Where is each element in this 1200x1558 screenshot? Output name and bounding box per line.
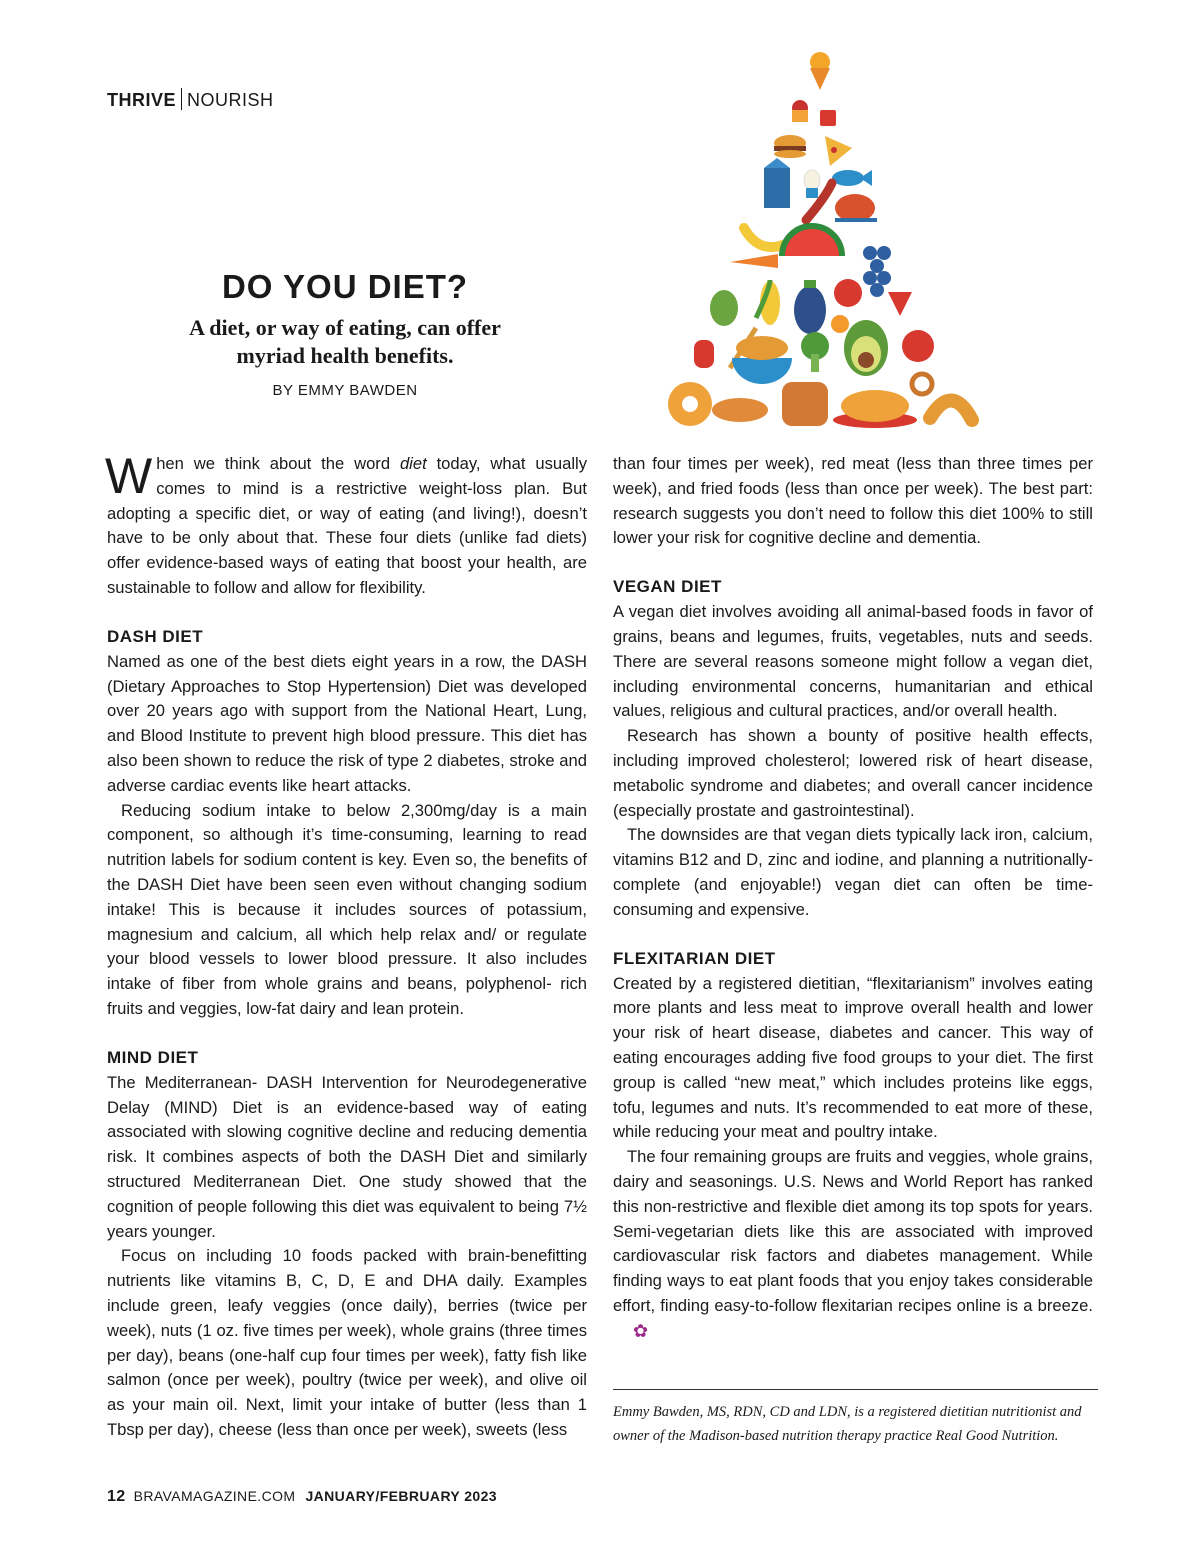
eggplant-icon <box>794 280 826 334</box>
vegan-paragraph-1: A vegan diet involves avoiding all animal-based foods in favor of grains, beans and legumes, fruits, vegetables, nuts and seeds. There are several reasons someone might follow a vegan diet, including environmental concerns, humanitarian and ethical values, religious and cultural practices, and/or overall health. <box>613 602 1093 721</box>
pizza-icon <box>825 136 852 166</box>
flexitarian-paragraph-2: The four remaining groups are fruits and veggies, whole grains, dairy and seasonings. U.S. News and World Report has ranked this non-restrictive and flexible diet among its top spots for years. Semi-vegetarian diets like this are associated with improved cardiovascular risk factors and diabetes management. While finding ways to eat plant foods that you enjoy takes considerable effort, finding easy-to-follow flexitarian recipes online is a breeze.✿ <box>613 1145 1093 1344</box>
dash-paragraph-2: Reducing sodium intake to below 2,300mg/day is a main component, so although it’s time-consuming, learning to read nutrition labels for sodium content is key. Even so, the benefits of the DASH Diet have been seen even without changing sodium intake! This is because it includes sources of potassium, magnesium and calcium, all which help relax and/ or regulate your blood vessels to lower blood pressure. It also includes intake of fiber from whole grains and beans, polyphenol- rich fruits and veggies, low-fat dairy and lean protein. <box>107 800 587 1018</box>
pear-icon <box>710 290 738 326</box>
burger-icon <box>774 135 806 158</box>
mug-icon <box>820 110 836 126</box>
baguette-icon <box>712 398 768 422</box>
avocado-icon <box>844 320 888 376</box>
ice-cream-icon <box>810 52 830 90</box>
carrot-icon <box>730 254 778 268</box>
milk-carton-icon <box>764 158 790 208</box>
page-number: 12 <box>107 1488 126 1505</box>
apple-icon <box>834 279 862 307</box>
pasta-plate-icon <box>833 390 917 428</box>
author-bio: Emmy Bawden, MS, RDN, CD and LDN, is a registered dietitian nutritionist and owner of the Madison-based nutrition therapy practice Real Good Nutrition. <box>613 1389 1098 1448</box>
drop-cap: W <box>105 448 153 504</box>
vegan-heading: VEGAN DIET <box>613 577 722 597</box>
tomato-icon <box>902 330 934 362</box>
grapes-icon <box>863 246 891 297</box>
intro-paragraph: When we think about the word diet today, what usually comes to mind is a restrictive weight-loss plan. But adopting a specific diet, or way of eating (and living!), doesn’t have to be only about that. These four diets (unlike fad diets) offer evidence-based ways of eating that boost your health, are sustainable to follow and allow for flexibility. <box>105 448 587 597</box>
cupcake-icon <box>792 100 808 122</box>
subsection-name: NOURISH <box>187 90 274 110</box>
right-column <box>613 452 1093 1345</box>
vegan-paragraph-2: Research has shown a bounty of positive health effects, including improved cholesterol; lowered risk of heart disease, metabolic syndrome and diabetes; and overall cancer incidence (especially prostate and gastrointestinal). <box>613 726 1093 820</box>
title-block <box>150 268 540 399</box>
mind-heading: MIND DIET <box>107 1047 199 1067</box>
article-title: DO YOU DIET? <box>221 268 469 305</box>
broccoli-icon <box>801 332 829 372</box>
section-name: THRIVE <box>107 90 177 110</box>
bread-loaf-icon <box>782 382 828 426</box>
pepper-icon <box>694 340 714 368</box>
left-column <box>105 448 587 1443</box>
egg-cup-icon <box>804 170 820 198</box>
flexitarian-heading: FLEXITARIAN DIET <box>613 948 776 968</box>
dash-heading: DASH DIET <box>107 626 204 646</box>
mind-paragraph-2: Focus on including 10 foods packed with brain-benefitting nutrients like vitamins B, C, D, E and DHA daily. Examples include green, leafy veggies (once daily), berries (twice per week), nuts (1 oz. five times per week), whole grains (three times per day), beans (one-half cup four times per week), fatty fish like salmon (once per week), poultry (twice per week), and olive oil as your main oil. Next, limit your intake of butter (less than 1 Tbsp per day), cheese (less than once per week), sweets (less <box>107 1246 587 1439</box>
page-footer <box>107 1488 497 1506</box>
flower-icon: ✿ <box>633 1320 649 1341</box>
corn-icon <box>756 280 780 325</box>
food-pyramid-illustration <box>660 48 980 433</box>
flexitarian-paragraph-1: Created by a registered dietitian, “flexitarianism” involves eating more plants and less meat to improve overall health and lower your risk of heart disease, diabetes and cancer. This way of eating encourages adding five food groups to your diet. The first group is called “new meat,” which includes proteins like eggs, tofu, legumes and nuts. It’s recommended to eat more of these, while reducing your meat and poultry intake. <box>613 973 1093 1142</box>
mind-paragraph-1: The Mediterranean- DASH Intervention for Neurodegenerative Delay (MIND) Diet is an evidence-based way of eating associated with slowing cognitive decline and reducing dementia risk. It combines aspects of both the DASH Diet and similarly structured Mediterranean Diet. One study showed that the cognition of people following this diet was equivalent to being 7½ years younger. <box>107 1072 587 1241</box>
croissant-icon <box>930 400 972 420</box>
pretzel-icon <box>912 374 932 394</box>
roast-chicken-icon <box>835 194 877 222</box>
section-label <box>107 88 274 111</box>
strawberry-icon <box>888 292 912 316</box>
watermelon-icon <box>782 226 842 256</box>
article-subtitle: A diet, or way of eating, can offer myriad health benefits. <box>189 315 501 368</box>
donut-icon <box>668 382 712 426</box>
footer-issue: JANUARY/FEBRUARY 2023 <box>305 1488 497 1504</box>
bowl-icon <box>732 336 792 384</box>
mind-paragraph-2-continued: than four times per week), red meat (less than three times per week), and fried foods (less than once per week). The best part: research suggests you don’t need to follow this diet 100% to still lower your risk for cognitive decline and dementia. <box>613 454 1093 548</box>
footer-site: BRAVAMAGAZINE.COM <box>133 1488 296 1504</box>
fish-icon <box>832 170 872 186</box>
section-divider <box>181 88 182 110</box>
orange-slice-icon <box>831 315 849 333</box>
byline: BY EMMY BAWDEN <box>272 382 418 399</box>
dash-paragraph-1: Named as one of the best diets eight years in a row, the DASH (Dietary Approaches to Stop Hypertension) Diet was developed over 20 years ago with support from the National Heart, Lung, and Blood Institute to prevent high blood pressure. This diet has also been shown to reduce the risk of type 2 diabetes, stroke and adverse cardiac events like heart attacks. <box>107 651 587 795</box>
vegan-paragraph-3: The downsides are that vegan diets typically lack iron, calcium, vitamins B12 and D, zinc and iodine, and planning a nutritionally-complete (and enjoyable!) vegan diet can often be time-consuming and expensive. <box>613 825 1093 919</box>
